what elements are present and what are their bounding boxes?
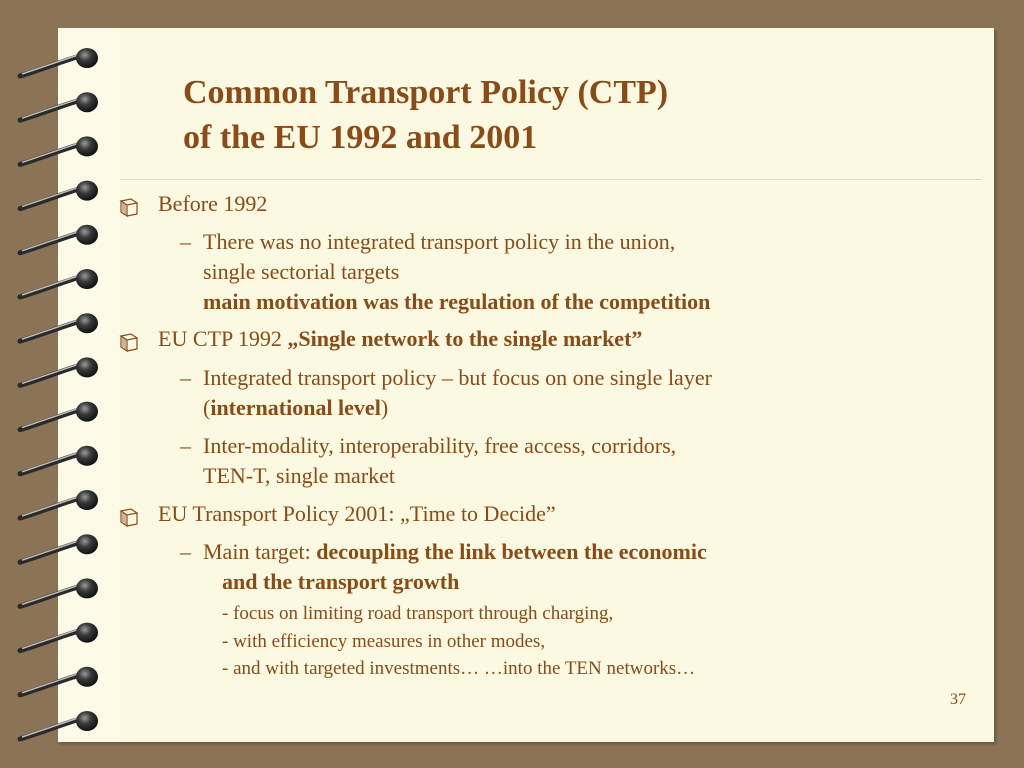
sub-main-motivation: main motivation was the regulation of the competition [203,289,711,314]
bullet-eu-policy-2001: EU Transport Policy 2001: „Time to Decide” [158,501,556,526]
paren-close: ) [380,395,389,420]
sub-sectorial-targets: single sectorial targets [203,259,400,284]
sub-transport-growth: and the transport growth [222,569,460,594]
title-line-2: of the EU 1992 and 2001 [183,119,538,156]
bullet-eu-ctp-1992 [158,325,642,353]
sub-inter-modality: Inter-modality, interoperability, free access, corridors, [203,433,677,458]
sub-no-integrated-policy: There was no integrated transport policy in the union, [203,229,676,254]
page-number: 37 [950,691,966,708]
international-level-bold: international level [210,395,381,420]
dash-marker: – [180,539,191,564]
bullet-before-1992: Before 1992 [158,191,268,216]
book-icon [118,197,140,217]
title-line-1: Common Transport Policy (CTP) [183,74,669,111]
sub-integrated-policy: Integrated transport policy – but focus on one single layer [203,365,712,390]
sub-international-level [203,394,388,422]
dash-marker: – [180,433,191,458]
detail-targeted-investments: - and with targeted investments… …into the TEN networks… [222,658,696,679]
detail-road-charging: - focus on limiting road transport through charging, [222,603,614,624]
main-target-plain: Main target: [203,539,317,564]
book-icon [118,507,140,527]
book-icon [118,332,140,352]
paren-open: ( [203,395,211,420]
sub-main-target [203,538,707,566]
sub-ten-t: TEN-T, single market [203,463,396,488]
detail-efficiency-measures: - with efficiency measures in other modes, [222,631,546,652]
bullet-ctp-plain: EU CTP 1992 [158,326,288,351]
dash-marker: – [180,229,191,254]
dash-marker: – [180,365,191,390]
main-target-bold: decoupling the link between the economic [316,539,707,564]
bullet-ctp-bold: „Single network to the single market” [287,326,643,351]
